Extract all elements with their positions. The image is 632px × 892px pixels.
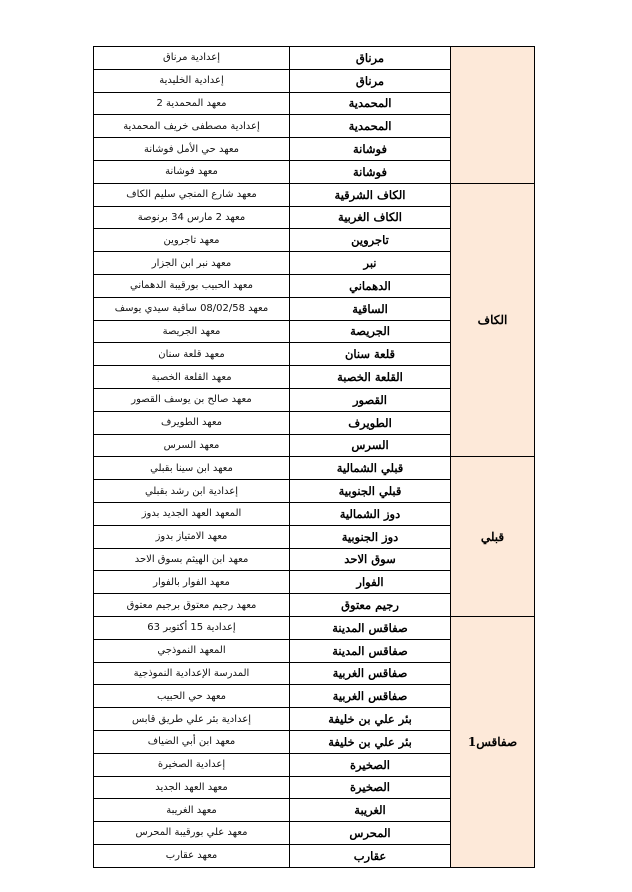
school-cell: إعدادية الصخيرة: [94, 753, 290, 776]
delegation-cell: السرس: [290, 434, 451, 457]
delegation-cell: مرناق: [290, 47, 451, 70]
table-row: [94, 47, 535, 70]
school-cell: إعدادية بئر علي طريق قابس: [94, 708, 290, 731]
delegation-cell: صفاقس المدينة: [290, 639, 451, 662]
delegation-cell: المحمدية: [290, 92, 451, 115]
school-cell: معهد صالح بن يوسف القصور: [94, 388, 290, 411]
school-cell: معهد رجيم معتوق برجيم معتوق: [94, 594, 290, 617]
delegation-cell: المحمدية: [290, 115, 451, 138]
delegation-cell: الكاف الغربية: [290, 206, 451, 229]
school-cell: إعدادية مصطفى خريف المحمدية: [94, 115, 290, 138]
delegation-cell: الطويرف: [290, 411, 451, 434]
delegation-cell: قلعة سنان: [290, 343, 451, 366]
school-cell: معهد ابن الهيثم بسوق الاحد: [94, 548, 290, 571]
school-cell: معهد العهد الجديد: [94, 776, 290, 799]
school-cell: معهد علي بورقيبة المحرس: [94, 822, 290, 845]
delegation-cell: قبلي الشمالية: [290, 457, 451, 480]
school-cell: معهد الطويرف: [94, 411, 290, 434]
delegation-cell: دوز الجنوبية: [290, 525, 451, 548]
delegation-cell: فوشانة: [290, 160, 451, 183]
governorate-cell: [451, 47, 535, 184]
school-cell: إعدادية الخليدية: [94, 69, 290, 92]
delegation-cell: فوشانة: [290, 138, 451, 161]
delegation-cell: صفاقس الغربية: [290, 685, 451, 708]
delegation-cell: الغريبة: [290, 799, 451, 822]
school-cell: المدرسة الإعدادية النموذجية: [94, 662, 290, 685]
school-cell: معهد ابن أبي الضياف: [94, 730, 290, 753]
school-cell: معهد حي الحبيب: [94, 685, 290, 708]
delegation-cell: صفاقس المدينة: [290, 616, 451, 639]
delegation-cell: سوق الاحد: [290, 548, 451, 571]
delegation-cell: قبلي الجنوبية: [290, 480, 451, 503]
delegation-cell: الجريصة: [290, 320, 451, 343]
school-cell: معهد الجريصة: [94, 320, 290, 343]
delegation-cell: نبر: [290, 252, 451, 275]
delegation-cell: دوز الشمالية: [290, 502, 451, 525]
school-cell: المعهد النموذجي: [94, 639, 290, 662]
school-cell: معهد شارع المنجي سليم الكاف: [94, 183, 290, 206]
school-cell: معهد 08/02/58 ساقية سيدي يوسف: [94, 297, 290, 320]
table-row: [94, 616, 535, 639]
delegation-cell: مرناق: [290, 69, 451, 92]
school-cell: معهد فوشانة: [94, 160, 290, 183]
delegation-cell: الفوار: [290, 571, 451, 594]
school-cell: معهد تاجروين: [94, 229, 290, 252]
school-cell: معهد 2 مارس 34 برنوصة: [94, 206, 290, 229]
delegation-cell: عقارب: [290, 844, 451, 867]
delegation-cell: صفاقس الغربية: [290, 662, 451, 685]
school-cell: معهد حي الأمل فوشانة: [94, 138, 290, 161]
delegation-cell: القلعة الخصبة: [290, 366, 451, 389]
table-row: [94, 457, 535, 480]
school-cell: المعهد العهد الجديد بدوز: [94, 502, 290, 525]
school-cell: معهد عقارب: [94, 844, 290, 867]
delegation-cell: الكاف الشرقية: [290, 183, 451, 206]
delegation-cell: المحرس: [290, 822, 451, 845]
school-cell: معهد المحمدية 2: [94, 92, 290, 115]
school-cell: معهد ابن سينا بقبلي: [94, 457, 290, 480]
delegation-cell: رجيم معتوق: [290, 594, 451, 617]
school-cell: معهد الحبيب بورقيبة الدهماني: [94, 274, 290, 297]
governorate-cell: قبلي: [451, 457, 535, 617]
delegation-cell: بئر علي بن خليفة: [290, 730, 451, 753]
schools-table-body: [94, 47, 535, 868]
delegation-cell: القصور: [290, 388, 451, 411]
delegation-cell: تاجروين: [290, 229, 451, 252]
school-cell: إعدادية ابن رشد بقبلي: [94, 480, 290, 503]
delegation-cell: الدهماني: [290, 274, 451, 297]
delegation-cell: الصخيرة: [290, 753, 451, 776]
delegation-cell: الساقية: [290, 297, 451, 320]
school-cell: معهد الفوار بالفوار: [94, 571, 290, 594]
school-cell: معهد نبر ابن الجزار: [94, 252, 290, 275]
school-cell: معهد القلعة الخصبة: [94, 366, 290, 389]
school-cell: معهد السرس: [94, 434, 290, 457]
school-cell: إعدادية 15 أكتوبر 63: [94, 616, 290, 639]
governorate-cell: الكاف: [451, 183, 535, 457]
school-cell: إعدادية مرناق: [94, 47, 290, 70]
schools-table: [93, 46, 535, 868]
delegation-cell: بئر علي بن خليفة: [290, 708, 451, 731]
table-row: [94, 183, 535, 206]
delegation-cell: الصخيرة: [290, 776, 451, 799]
governorate-cell: صفاقس1: [451, 616, 535, 867]
school-cell: معهد الغريبة: [94, 799, 290, 822]
school-cell: معهد الامتياز بدوز: [94, 525, 290, 548]
school-cell: معهد قلعة سنان: [94, 343, 290, 366]
